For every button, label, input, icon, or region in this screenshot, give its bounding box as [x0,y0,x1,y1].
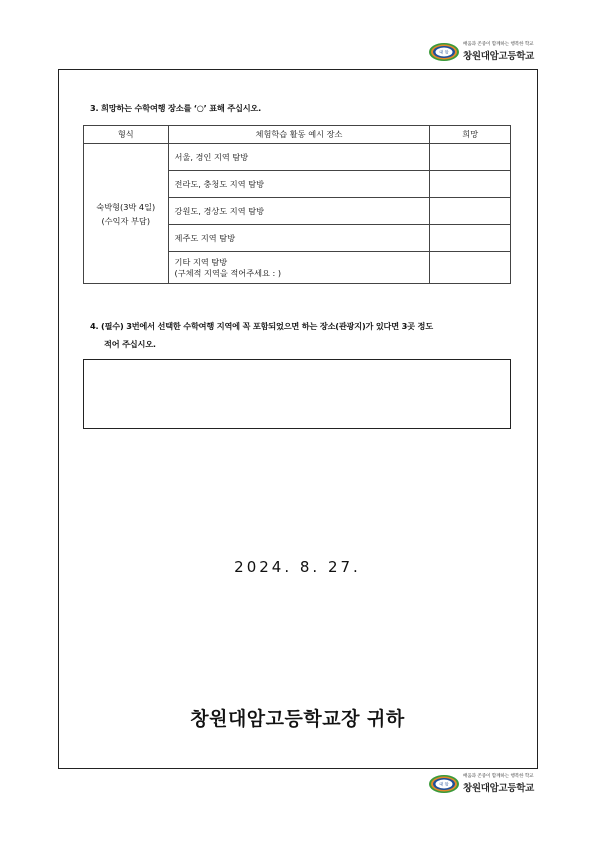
example-cell: 서울, 경인 지역 탐방 [168,144,430,171]
example-cell: 강원도, 경상도 지역 탐방 [168,198,430,225]
school-emblem-icon [428,42,460,62]
school-slogan: 배움과 존중이 함께하는 행복한 학교 [463,774,534,779]
hope-cell[interactable] [430,198,511,225]
school-logo-header [428,40,540,66]
answer-box[interactable] [83,359,511,429]
question-4-text: 4. (필수) 3번에서 선택한 수학여행 지역에 꼭 포함되었으면 하는 장소(관광지)가 있다면 3곳 정도 [90,321,433,331]
form-type-note: (수익자 부담) [101,215,151,226]
school-name: 창원대암고등학교 [463,783,535,794]
emblem-text: 대 암 [439,781,449,787]
hope-cell[interactable] [430,171,511,198]
question-3-text: 3. 희망하는 수학여행 장소를 ‘○’ 표해 주십시오. [90,103,262,113]
form-type-label: 숙박형(3박 4일) [96,201,156,212]
document-date: 2024. 8. 27. [234,558,361,576]
recipient-line: 창원대암고등학교장 귀하 [190,708,405,730]
hope-cell[interactable] [430,252,511,284]
table-row [84,144,511,171]
hope-cell[interactable] [430,144,511,171]
header-hope: 희망 [430,126,511,144]
school-slogan: 배움과 존중이 함께하는 행복한 학교 [463,42,534,47]
school-name: 창원대암고등학교 [463,51,535,62]
example-cell: 전라도, 충청도 지역 탐방 [168,171,430,198]
form-type-cell [84,144,169,284]
hope-cell[interactable] [430,225,511,252]
school-emblem-icon [428,774,460,794]
school-logo-footer [428,772,540,798]
example-cell: 제주도 지역 탐방 [168,225,430,252]
header-example-places: 체험학습 활동 예시 장소 [168,126,430,144]
destination-table [83,125,511,284]
question-4-text-cont: 적어 주십시오. [104,339,156,349]
etc-label: 기타 지역 탐방 [174,256,228,267]
example-cell-etc [168,252,430,284]
etc-instruction: (구체적 지역을 적어주세요 : ) [174,267,282,278]
emblem-text: 대 암 [439,49,449,55]
header-form: 형식 [84,126,169,144]
table-header-row [84,126,511,144]
